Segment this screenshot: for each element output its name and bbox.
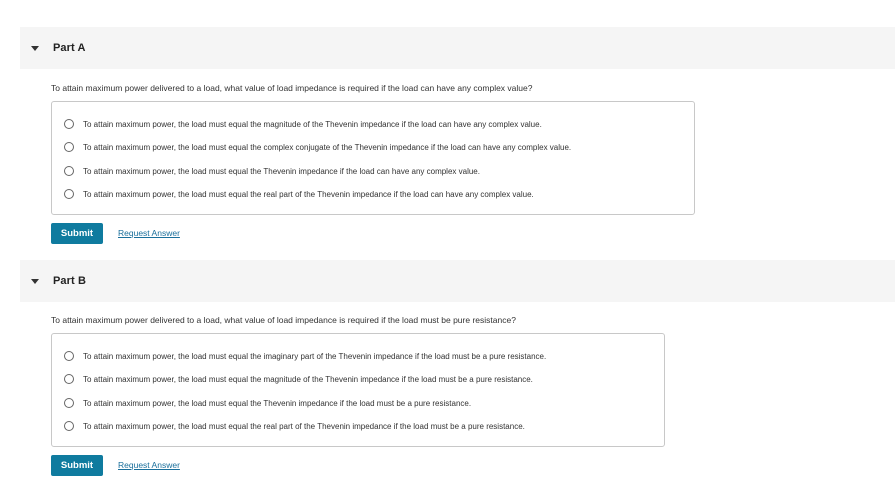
part-a-option-1[interactable]	[64, 117, 542, 131]
option-label: To attain maximum power, the load must equal the real part of the Thevenin impedance if the load must be a pure resistance.	[83, 421, 525, 431]
part-b-options-box	[51, 333, 665, 447]
caret-down-icon[interactable]	[31, 279, 39, 284]
option-label: To attain maximum power, the load must equal the imaginary part of the Thevenin impedance if the load must be a pure resistance.	[83, 351, 547, 361]
radio-button-icon[interactable]	[64, 398, 74, 408]
radio-button-icon[interactable]	[64, 374, 74, 384]
part-b-submit-button[interactable]: Submit	[51, 455, 103, 476]
part-b-question: To attain maximum power delivered to a load, what value of load impedance is required if the load must be pure resistance?	[51, 315, 516, 325]
part-a-title: Part A	[53, 42, 86, 54]
part-a-option-4[interactable]	[64, 187, 534, 201]
radio-button-icon[interactable]	[64, 421, 74, 431]
option-label: To attain maximum power, the load must equal the Thevenin impedance if the load can have any complex value.	[83, 166, 480, 176]
part-b-request-answer-link[interactable]: Request Answer	[118, 460, 180, 470]
radio-button-icon[interactable]	[64, 351, 74, 361]
part-a-question: To attain maximum power delivered to a load, what value of load impedance is required if the load can have any complex value?	[51, 83, 533, 93]
part-b-option-2[interactable]	[64, 372, 533, 386]
option-label: To attain maximum power, the load must equal the real part of the Thevenin impedance if the load can have any complex value.	[83, 189, 534, 199]
part-a-option-3[interactable]	[64, 164, 480, 178]
caret-down-icon[interactable]	[31, 46, 39, 51]
part-a-header[interactable]	[20, 27, 895, 69]
part-a-options-box	[51, 101, 695, 215]
radio-button-icon[interactable]	[64, 119, 74, 129]
option-label: To attain maximum power, the load must equal the magnitude of the Thevenin impedance if the load can have any complex value.	[83, 119, 542, 129]
part-b-option-1[interactable]	[64, 349, 546, 363]
part-b-title: Part B	[53, 275, 86, 287]
part-b-option-3[interactable]	[64, 396, 471, 410]
option-label: To attain maximum power, the load must equal the Thevenin impedance if the load must be a pure resistance.	[83, 398, 472, 408]
part-a-submit-button[interactable]: Submit	[51, 223, 103, 244]
part-b-option-4[interactable]	[64, 419, 525, 433]
radio-button-icon[interactable]	[64, 189, 74, 199]
radio-button-icon[interactable]	[64, 166, 74, 176]
option-label: To attain maximum power, the load must equal the complex conjugate of the Thevenin impedance if the load can have any complex value.	[83, 142, 572, 152]
radio-button-icon[interactable]	[64, 142, 74, 152]
option-label: To attain maximum power, the load must equal the magnitude of the Thevenin impedance if the load must be a pure resistance.	[83, 374, 533, 384]
part-b-header[interactable]	[20, 260, 895, 302]
part-a-request-answer-link[interactable]: Request Answer	[118, 228, 180, 238]
part-a-option-2[interactable]	[64, 140, 571, 154]
